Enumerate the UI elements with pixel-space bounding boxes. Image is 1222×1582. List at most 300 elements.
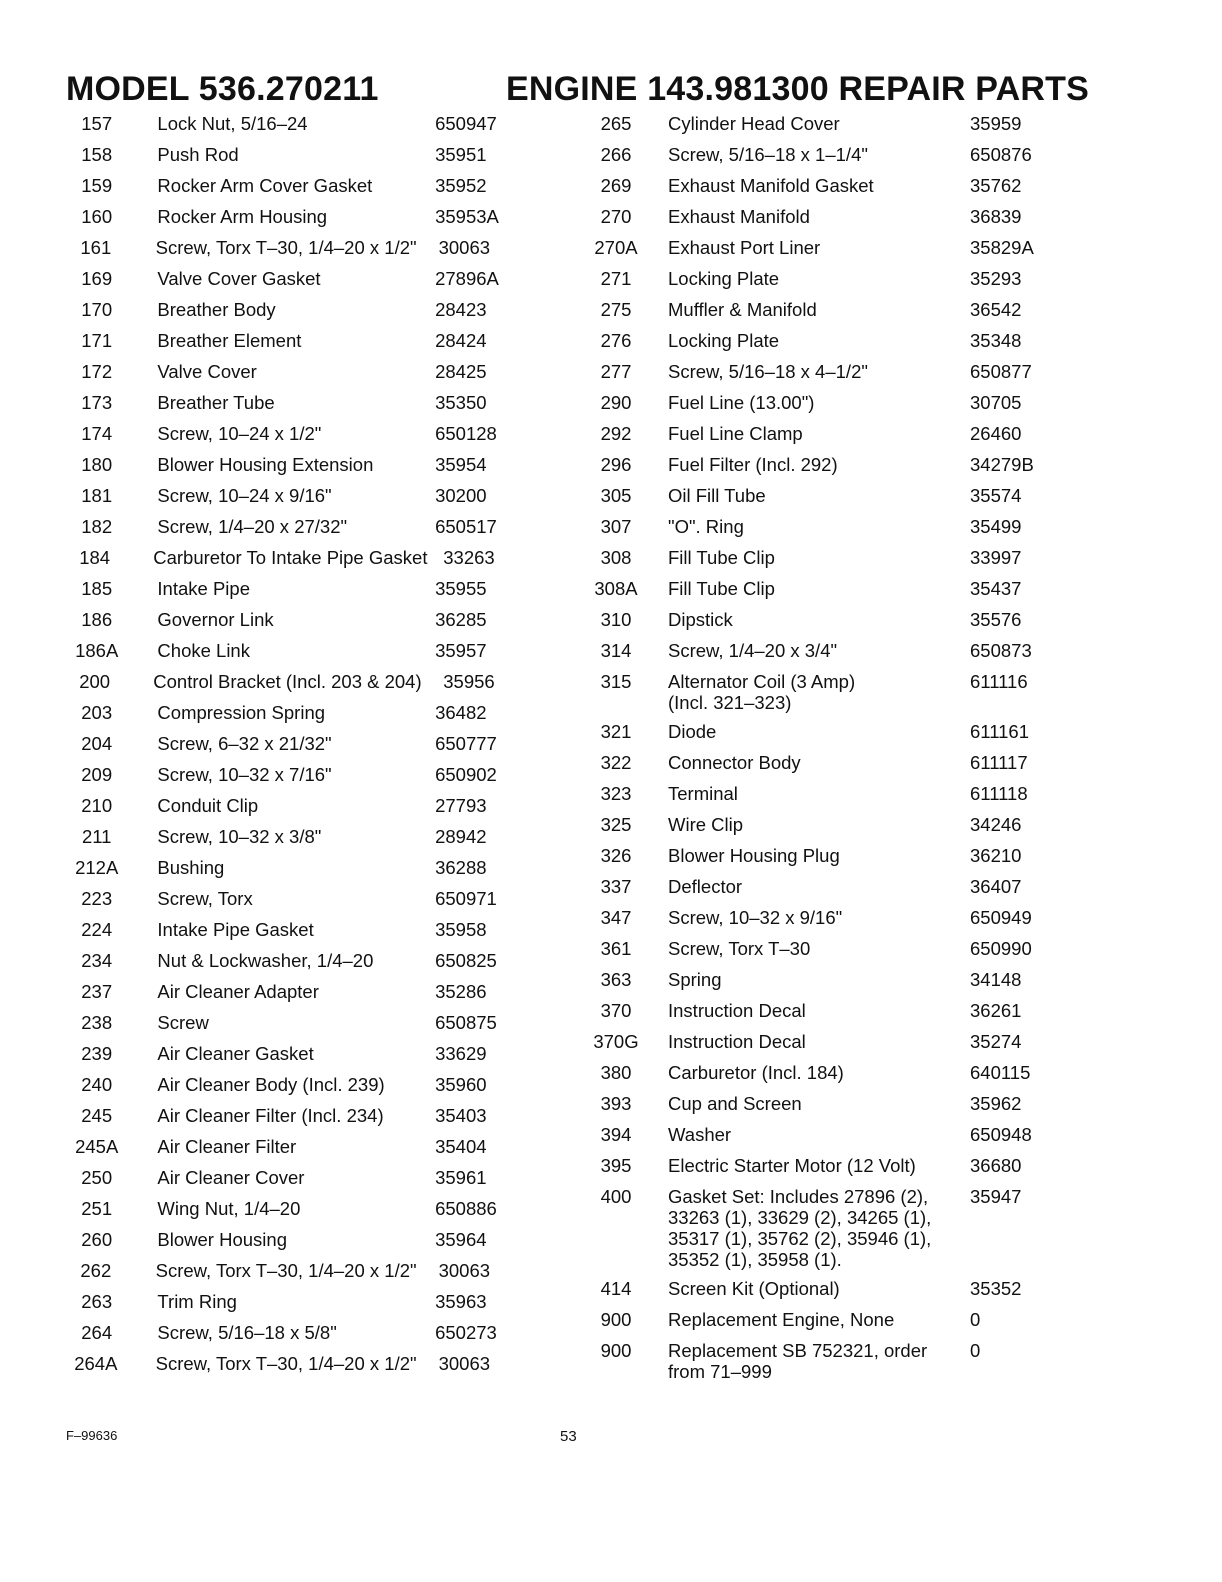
part-number: 650825 <box>435 950 497 971</box>
part-number: 35964 <box>435 1229 487 1250</box>
reference-number: 290 <box>600 392 632 413</box>
parts-row <box>580 1062 1060 1093</box>
parts-row <box>70 1322 540 1353</box>
reference-number: 395 <box>600 1155 632 1176</box>
part-number: 650947 <box>435 113 497 134</box>
parts-row <box>580 938 1060 969</box>
part-number: 27793 <box>435 795 487 816</box>
reference-number: 209 <box>81 764 113 785</box>
parts-row <box>70 1291 540 1322</box>
reference-number: 393 <box>600 1093 632 1114</box>
reference-number: 174 <box>81 423 113 444</box>
reference-number: 292 <box>600 423 632 444</box>
parts-row <box>580 1093 1060 1124</box>
reference-number: 210 <box>81 795 113 816</box>
parts-row <box>70 268 540 299</box>
part-number: 35352 <box>970 1278 1022 1299</box>
part-number: 611118 <box>970 783 1028 804</box>
part-description: Screw, 5/16–18 x 5/8" <box>157 1322 337 1343</box>
part-description: Locking Plate <box>668 330 780 351</box>
part-description: "O". Ring <box>668 516 744 537</box>
part-description: Screw, 5/16–18 x 1–1/4" <box>668 144 868 165</box>
reference-number: 305 <box>600 485 632 506</box>
part-description: Connector Body <box>668 752 801 773</box>
part-number: 611117 <box>970 752 1028 773</box>
part-description: Washer <box>668 1124 732 1145</box>
parts-row <box>70 981 540 1012</box>
page-number: 53 <box>560 1428 577 1445</box>
part-number: 35576 <box>970 609 1022 630</box>
parts-row <box>70 237 540 268</box>
parts-row <box>70 516 540 547</box>
part-number: 650128 <box>435 423 497 444</box>
part-number: 35829A <box>970 237 1034 258</box>
reference-number: 400 <box>600 1186 632 1207</box>
part-number: 36210 <box>970 845 1022 866</box>
reference-number: 203 <box>81 702 113 723</box>
model-title: MODEL 536.270211 <box>66 70 379 108</box>
reference-number: 315 <box>600 671 632 692</box>
parts-row <box>580 454 1060 485</box>
reference-number: 325 <box>600 814 632 835</box>
parts-row <box>580 485 1060 516</box>
part-description: Bushing <box>157 857 225 878</box>
part-number: 35499 <box>970 516 1022 537</box>
part-description: Screw, 1/4–20 x 27/32" <box>157 516 348 537</box>
part-number: 650902 <box>435 764 497 785</box>
part-number: 650948 <box>970 1124 1032 1145</box>
part-description: Instruction Decal <box>668 1000 806 1021</box>
part-number: 28425 <box>435 361 487 382</box>
reference-number: 211 <box>81 826 112 847</box>
part-number: 35958 <box>435 919 487 940</box>
reference-number: 184 <box>79 547 111 568</box>
part-number: 33997 <box>970 547 1022 568</box>
part-number: 35957 <box>435 640 487 661</box>
left-parts-list <box>70 113 540 1384</box>
parts-row <box>580 907 1060 938</box>
reference-number: 224 <box>81 919 113 940</box>
part-number: 35961 <box>435 1167 487 1188</box>
parts-row <box>70 1198 540 1229</box>
part-number: 35293 <box>970 268 1022 289</box>
part-number: 35952 <box>435 175 487 196</box>
part-number: 650971 <box>435 888 497 909</box>
reference-number: 414 <box>600 1278 632 1299</box>
part-description: Screw, 10–24 x 1/2" <box>157 423 322 444</box>
part-number: 35951 <box>435 144 487 165</box>
part-description: Carburetor To Intake Pipe Gasket <box>153 547 428 568</box>
parts-row <box>580 1155 1060 1186</box>
parts-row <box>70 702 540 733</box>
parts-row <box>580 237 1060 268</box>
part-number: 30705 <box>970 392 1022 413</box>
part-number: 650873 <box>970 640 1032 661</box>
part-number: 640115 <box>970 1062 1031 1083</box>
part-description: Deflector <box>668 876 743 897</box>
parts-row <box>580 752 1060 783</box>
reference-number: 394 <box>600 1124 632 1145</box>
reference-number: 271 <box>600 268 632 289</box>
reference-number: 275 <box>600 299 632 320</box>
part-number: 35403 <box>435 1105 487 1126</box>
parts-row <box>70 1012 540 1043</box>
part-description: Wing Nut, 1/4–20 <box>157 1198 301 1219</box>
part-description: Breather Element <box>157 330 302 351</box>
part-description: Breather Tube <box>157 392 275 413</box>
reference-number: 250 <box>81 1167 113 1188</box>
parts-row <box>580 814 1060 845</box>
reference-number: 265 <box>600 113 632 134</box>
part-description: Air Cleaner Filter <box>157 1136 297 1157</box>
parts-row <box>580 1309 1060 1340</box>
reference-number: 900 <box>600 1340 632 1361</box>
reference-number: 240 <box>81 1074 113 1095</box>
parts-row <box>580 330 1060 361</box>
part-number: 30063 <box>438 1260 491 1281</box>
reference-number: 308 <box>600 547 632 568</box>
part-description: Screw, 10–24 x 9/16" <box>157 485 332 506</box>
parts-row <box>580 423 1060 454</box>
reference-number: 238 <box>81 1012 113 1033</box>
part-description: Screw, 10–32 x 7/16" <box>157 764 332 785</box>
part-number: 650877 <box>970 361 1032 382</box>
reference-number: 239 <box>81 1043 113 1064</box>
reference-number: 307 <box>600 516 632 537</box>
part-number: 611116 <box>970 671 1028 692</box>
reference-number: 159 <box>81 175 113 196</box>
reference-number: 212A <box>75 857 119 878</box>
part-description: Rocker Arm Housing <box>157 206 328 227</box>
part-description: Fuel Line Clamp <box>668 423 803 444</box>
parts-row <box>580 721 1060 752</box>
reference-number: 308A <box>594 578 638 599</box>
part-description: Terminal <box>668 783 738 804</box>
parts-row <box>70 1136 540 1167</box>
reference-number: 263 <box>81 1291 113 1312</box>
reference-number: 322 <box>600 752 632 773</box>
parts-row <box>70 1105 540 1136</box>
part-number: 33629 <box>435 1043 487 1064</box>
reference-number: 237 <box>81 981 113 1002</box>
parts-row <box>70 1167 540 1198</box>
parts-row <box>70 392 540 423</box>
reference-number: 186A <box>75 640 119 661</box>
parts-row <box>580 1186 1060 1278</box>
reference-number: 260 <box>81 1229 113 1250</box>
reference-number: 277 <box>600 361 632 382</box>
part-description: Screw, 6–32 x 21/32" <box>157 733 332 754</box>
reference-number: 262 <box>80 1260 112 1281</box>
parts-row <box>70 423 540 454</box>
part-description: Blower Housing Plug <box>668 845 840 866</box>
part-number: 35955 <box>435 578 487 599</box>
part-number: 35762 <box>970 175 1022 196</box>
reference-number: 170 <box>81 299 113 320</box>
part-description: Electric Starter Motor (12 Volt) <box>668 1155 916 1176</box>
reference-number: 323 <box>600 783 632 804</box>
part-number: 36407 <box>970 876 1022 897</box>
part-description: Wire Clip <box>668 814 744 835</box>
part-number: 27896A <box>435 268 499 289</box>
parts-row <box>70 950 540 981</box>
reference-number: 173 <box>81 392 113 413</box>
parts-row <box>580 640 1060 671</box>
parts-row <box>70 733 540 764</box>
part-description: Screw, 1/4–20 x 3/4" <box>668 640 838 661</box>
part-number: 35953A <box>435 206 499 227</box>
parts-row <box>580 876 1060 907</box>
part-description: Screw, 10–32 x 3/8" <box>157 826 322 847</box>
part-number: 35404 <box>435 1136 487 1157</box>
part-number: 35962 <box>970 1093 1022 1114</box>
part-number: 30063 <box>438 1353 491 1374</box>
part-description: Breather Body <box>157 299 276 320</box>
reference-number: 380 <box>600 1062 632 1083</box>
part-description: Air Cleaner Gasket <box>157 1043 314 1064</box>
part-number: 650990 <box>970 938 1032 959</box>
part-description: Valve Cover <box>157 361 257 382</box>
parts-row <box>70 578 540 609</box>
part-description: Screw, 10–32 x 9/16" <box>668 907 843 928</box>
reference-number: 204 <box>81 733 113 754</box>
parts-row <box>70 826 540 857</box>
part-number: 650876 <box>970 144 1032 165</box>
parts-row <box>580 609 1060 640</box>
part-description: Choke Link <box>157 640 250 661</box>
reference-number: 370 <box>600 1000 632 1021</box>
parts-row <box>70 1074 540 1105</box>
part-description: Carburetor (Incl. 184) <box>668 1062 844 1083</box>
part-description: Screw, Torx T–30, 1/4–20 x 1/2" <box>155 237 417 258</box>
reference-number: 200 <box>79 671 111 692</box>
part-number: 30063 <box>438 237 491 258</box>
parts-row <box>580 783 1060 814</box>
part-number: 35274 <box>970 1031 1022 1052</box>
parts-row <box>70 454 540 485</box>
part-number: 650875 <box>435 1012 497 1033</box>
part-number: 35954 <box>435 454 487 475</box>
part-description: Replacement SB 752321, order from 71–999 <box>668 1340 928 1382</box>
part-number: 35437 <box>970 578 1022 599</box>
part-number: 35960 <box>435 1074 487 1095</box>
reference-number: 160 <box>81 206 113 227</box>
reference-number: 310 <box>600 609 632 630</box>
part-number: 36285 <box>435 609 487 630</box>
reference-number: 347 <box>600 907 632 928</box>
reference-number: 361 <box>600 938 632 959</box>
parts-row <box>580 361 1060 392</box>
part-description: Oil Fill Tube <box>668 485 766 506</box>
part-description: Screw, Torx T–30, 1/4–20 x 1/2" <box>155 1353 417 1374</box>
part-number: 28942 <box>435 826 487 847</box>
part-number: 28424 <box>435 330 487 351</box>
part-description: Cylinder Head Cover <box>668 113 840 134</box>
parts-row <box>70 330 540 361</box>
reference-number: 180 <box>81 454 113 475</box>
part-description: Exhaust Manifold <box>668 206 810 227</box>
part-description: Control Bracket (Incl. 203 & 204) <box>153 671 422 692</box>
part-description: Fill Tube Clip <box>668 547 775 568</box>
part-description: Valve Cover Gasket <box>157 268 321 289</box>
part-number: 611161 <box>970 721 1029 742</box>
reference-number: 182 <box>81 516 113 537</box>
parts-row <box>580 268 1060 299</box>
reference-number: 169 <box>81 268 113 289</box>
reference-number: 157 <box>81 113 113 134</box>
part-number: 36542 <box>970 299 1022 320</box>
part-description: Fuel Filter (Incl. 292) <box>668 454 838 475</box>
reference-number: 158 <box>81 144 113 165</box>
part-description: Replacement Engine, None <box>668 1309 895 1330</box>
part-description: Spring <box>668 969 722 990</box>
reference-number: 161 <box>80 237 112 258</box>
reference-number: 370G <box>593 1031 639 1052</box>
part-description: Screen Kit (Optional) <box>668 1278 840 1299</box>
part-description: Air Cleaner Body (Incl. 239) <box>157 1074 385 1095</box>
part-description: Fill Tube Clip <box>668 578 775 599</box>
reference-number: 270 <box>600 206 632 227</box>
reference-number: 269 <box>600 175 632 196</box>
part-number: 0 <box>970 1309 981 1330</box>
reference-number: 223 <box>81 888 113 909</box>
parts-row <box>70 640 540 671</box>
part-description: Intake Pipe <box>157 578 250 599</box>
part-number: 35574 <box>970 485 1022 506</box>
parts-row <box>580 1000 1060 1031</box>
parts-row <box>70 888 540 919</box>
part-number: 650886 <box>435 1198 497 1219</box>
part-number: 650273 <box>435 1322 497 1343</box>
parts-row <box>70 113 540 144</box>
part-number: 35959 <box>970 113 1022 134</box>
parts-row <box>580 1278 1060 1309</box>
parts-row <box>580 113 1060 144</box>
part-number: 34148 <box>970 969 1022 990</box>
part-description: Blower Housing Extension <box>157 454 374 475</box>
reference-number: 234 <box>81 950 113 971</box>
parts-row <box>70 1043 540 1074</box>
parts-row <box>70 547 540 578</box>
part-number: 36839 <box>970 206 1022 227</box>
parts-row <box>580 392 1060 423</box>
parts-row <box>70 1229 540 1260</box>
parts-row <box>580 516 1060 547</box>
part-number: 34246 <box>970 814 1022 835</box>
part-number: 36482 <box>435 702 487 723</box>
part-number: 33263 <box>443 547 495 568</box>
part-description: Blower Housing <box>157 1229 287 1250</box>
reference-number: 314 <box>600 640 632 661</box>
reference-number: 245A <box>75 1136 119 1157</box>
part-number: 30200 <box>435 485 487 506</box>
parts-row <box>70 485 540 516</box>
part-number: 35947 <box>970 1186 1022 1207</box>
reference-number: 264A <box>74 1353 118 1374</box>
part-description: Screw, 5/16–18 x 4–1/2" <box>668 361 868 382</box>
reference-number: 363 <box>600 969 632 990</box>
reference-number: 245 <box>81 1105 113 1126</box>
parts-row <box>580 299 1060 330</box>
reference-number: 276 <box>600 330 632 351</box>
part-number: 650517 <box>435 516 497 537</box>
parts-row <box>70 175 540 206</box>
parts-row <box>580 206 1060 237</box>
reference-number: 321 <box>600 721 632 742</box>
part-description: Compression Spring <box>157 702 326 723</box>
part-number: 35286 <box>435 981 487 1002</box>
reference-number: 266 <box>600 144 632 165</box>
part-number: 36261 <box>970 1000 1022 1021</box>
parts-row <box>70 671 540 702</box>
reference-number: 270A <box>594 237 638 258</box>
parts-row <box>70 1353 540 1384</box>
part-description: Air Cleaner Cover <box>157 1167 305 1188</box>
part-description: Lock Nut, 5/16–24 <box>157 113 308 134</box>
document-code: F–99636 <box>66 1428 118 1443</box>
part-description: Fuel Line (13.00") <box>668 392 815 413</box>
reference-number: 186 <box>81 609 113 630</box>
part-description: Air Cleaner Filter (Incl. 234) <box>157 1105 384 1126</box>
engine-title: ENGINE 143.981300 REPAIR PARTS <box>506 70 1089 108</box>
part-number: 34279B <box>970 454 1034 475</box>
part-description: Cup and Screen <box>668 1093 802 1114</box>
part-description: Nut & Lockwasher, 1/4–20 <box>157 950 374 971</box>
part-description: Dipstick <box>668 609 733 630</box>
reference-number: 251 <box>81 1198 113 1219</box>
part-description: Air Cleaner Adapter <box>157 981 319 1002</box>
parts-row <box>580 671 1060 721</box>
parts-row <box>580 578 1060 609</box>
part-number: 35963 <box>435 1291 487 1312</box>
parts-row <box>580 1124 1060 1155</box>
reference-number: 185 <box>81 578 113 599</box>
parts-row <box>580 144 1060 175</box>
part-number: 35350 <box>435 392 487 413</box>
part-number: 28423 <box>435 299 487 320</box>
part-description: Trim Ring <box>157 1291 237 1312</box>
part-number: 35956 <box>443 671 495 692</box>
parts-row <box>70 299 540 330</box>
part-description: Alternator Coil (3 Amp) (Incl. 321–323) <box>668 671 856 713</box>
part-description: Conduit Clip <box>157 795 259 816</box>
parts-row <box>70 857 540 888</box>
part-description: Gasket Set: Includes 27896 (2), 33263 (1), 33629 (2), 34265 (1), 35317 (1), 35762 (2), 35946 (1), 35352 (1), 35958 (1). <box>668 1186 932 1270</box>
part-number: 36680 <box>970 1155 1022 1176</box>
parts-row <box>70 206 540 237</box>
part-description: Diode <box>668 721 717 742</box>
parts-row <box>70 609 540 640</box>
part-number: 650777 <box>435 733 497 754</box>
parts-row <box>70 795 540 826</box>
part-description: Locking Plate <box>668 268 780 289</box>
right-parts-list <box>580 113 1060 1390</box>
parts-row <box>580 1340 1060 1390</box>
part-number: 650949 <box>970 907 1032 928</box>
reference-number: 296 <box>600 454 632 475</box>
reference-number: 337 <box>600 876 632 897</box>
reference-number: 172 <box>81 361 113 382</box>
part-description: Screw <box>157 1012 209 1033</box>
part-description: Muffler & Manifold <box>668 299 817 320</box>
reference-number: 326 <box>600 845 632 866</box>
parts-row <box>70 764 540 795</box>
part-description: Intake Pipe Gasket <box>157 919 314 940</box>
parts-row <box>580 969 1060 1000</box>
parts-row <box>70 919 540 950</box>
part-description: Screw, Torx T–30, 1/4–20 x 1/2" <box>155 1260 417 1281</box>
part-description: Exhaust Port Liner <box>668 237 821 258</box>
